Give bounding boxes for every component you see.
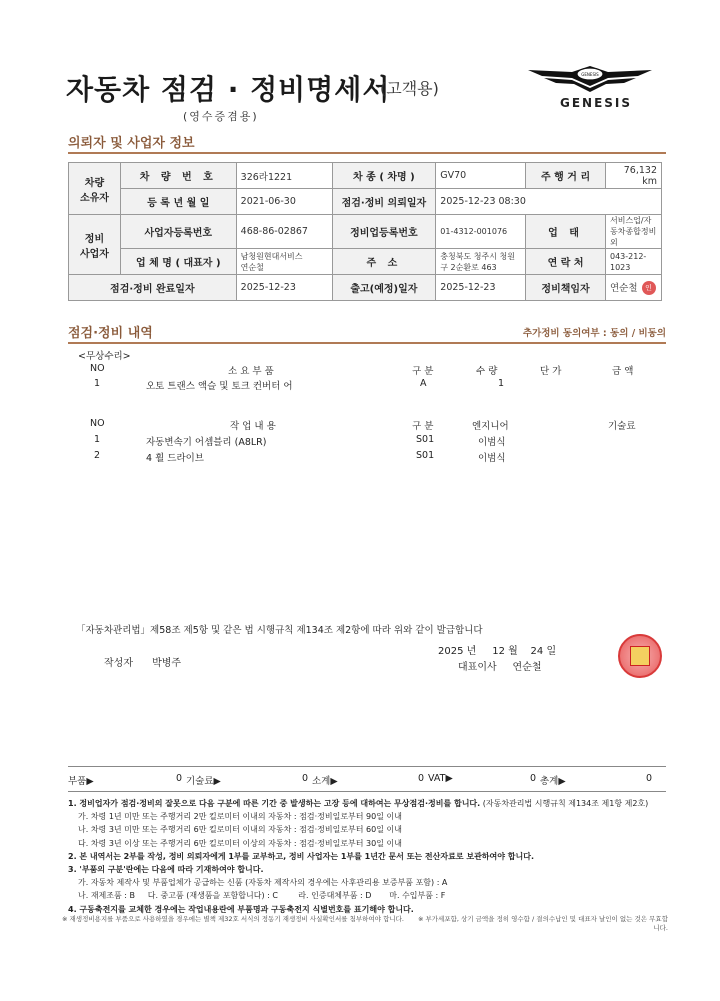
- work-header-name: 작 업 내 용: [230, 421, 276, 432]
- work-header-no: NO: [90, 418, 105, 429]
- parts-header-no: NO: [90, 363, 105, 374]
- complete-date-value: 2025-12-23: [236, 275, 332, 301]
- receipt-label: (영수증겸용): [183, 110, 259, 123]
- parts-header-price: 단 가: [540, 366, 562, 377]
- parts-header-type: 구 분: [412, 366, 434, 377]
- mileage-label: 주 행 거 리: [526, 163, 606, 189]
- manager-value: 연순철 인: [605, 275, 661, 301]
- work-header-type: 구 분: [412, 421, 434, 432]
- note-1a: 가. 차령 1년 미만 또는 주행거리 2만 킬로미터 이내의 자동차 : 점검·정비일로부터 90일 이내: [78, 812, 402, 822]
- footnote-left: ※ 재생정비용지를 부품으로 사용하였을 경우에는 별책 제32호 서식의 정동기 재생정비 사실확인서를 첨부하여야 합니다.: [62, 915, 404, 923]
- note-1: 1. 정비업자가 점검·정비의 잘못으로 다음 구분에 따른 기간 중 발생하는 고장 등에 대하여는 무상점검·정비를 합니다. (자동차관리법 시행규칙 제134조 제1항 제2호): [68, 799, 649, 808]
- biz-type-value: 서비스업/자동차종합정비외: [605, 215, 661, 249]
- model-value: GV70: [436, 163, 526, 189]
- plate-value: 326라1221: [236, 163, 332, 189]
- model-label: 차 종 ( 차명 ): [332, 163, 436, 189]
- section-divider: [68, 152, 666, 154]
- address-value: 충청북도 청주시 청원구 2순환로 463: [436, 249, 526, 275]
- section-title-work-details: 점검·정비 내역: [68, 326, 153, 341]
- totals-divider: [68, 766, 666, 767]
- info-table: [68, 162, 662, 301]
- work-engineer: 이범식: [478, 453, 506, 464]
- table-row: [68, 434, 666, 448]
- issue-date: 2025 년 12 월 24 일: [438, 646, 557, 657]
- document-title-sub: (고객용): [380, 79, 439, 98]
- biz-type-label: 업 태: [526, 215, 606, 249]
- grand-total-label: 총계▶: [540, 776, 566, 787]
- work-header-engineer: 엔지니어: [472, 421, 509, 432]
- parts-type: A: [420, 378, 427, 389]
- work-no: 2: [94, 450, 101, 461]
- release-date-label: 출고(예정)일자: [332, 275, 436, 301]
- writer: 작성자 박병주: [104, 658, 182, 669]
- note-4: 4. 구동축전지를 교체한 경우에는 작업내용란에 부품명과 구동축전지 식별번호를 표기해야 합니다.: [68, 904, 414, 914]
- svg-text:GENESIS: GENESIS: [581, 72, 599, 77]
- table-row: [69, 189, 662, 215]
- request-date-label: 점검·정비 의뢰일자: [332, 189, 436, 215]
- subtotal-value: 0: [418, 773, 425, 784]
- contact-value: 043-212-1023: [605, 249, 661, 275]
- biz-no-label: 사업자등록번호: [120, 215, 236, 249]
- parts-header-name: 소 요 부 품: [228, 366, 274, 377]
- work-engineer: 이범식: [478, 437, 506, 448]
- legal-statement: 「자동차관리법」제58조 제5항 및 같은 법 시행규칙 제134조 제2항에 따라 위와 같이 발급합니다: [76, 625, 483, 636]
- table-row: [69, 163, 662, 189]
- reg-date-label: 등 록 년 월 일: [120, 189, 236, 215]
- table-row: [69, 215, 662, 249]
- company-value: 남청원현대서비스 연순철: [236, 249, 332, 275]
- subtotal-label: 소계▶: [312, 776, 338, 787]
- mileage-value: 76,132 km: [605, 163, 661, 189]
- vat-value: 0: [530, 773, 537, 784]
- manager-label: 정비책임자: [526, 275, 606, 301]
- table-row: [69, 249, 662, 275]
- parts-name: 오토 트랜스 액슬 및 토크 컨버터 어: [146, 381, 293, 392]
- totals-divider: [68, 791, 666, 792]
- notes: [68, 797, 666, 916]
- address-label: 주 소: [332, 249, 436, 275]
- biz-no-value: 468-86-02867: [236, 215, 332, 249]
- note-1b: 나. 차령 3년 미만 또는 주행거리 6만 킬로미터 이내의 자동차 : 점검·정비일로부터 60일 이내: [78, 825, 402, 835]
- ceo: 대표이사 연순철: [458, 662, 542, 673]
- work-type: S01: [416, 450, 435, 461]
- note-1c: 다. 차령 3년 이상 또는 주행거리 6만 킬로미터 이상의 자동차 : 점검·정비일로부터 30일 이내: [78, 838, 402, 848]
- table-row: [68, 450, 666, 464]
- parts-total-value: 0: [176, 773, 183, 784]
- totals-row: [68, 773, 666, 787]
- request-date-value: 2025-12-23 08:30: [436, 189, 662, 215]
- complete-date-label: 점검·정비 완료일자: [69, 275, 237, 301]
- company-label: 업 체 명 ( 대표자 ): [120, 249, 236, 275]
- grand-total-value: 0: [646, 773, 653, 784]
- work-no: 1: [94, 434, 101, 445]
- document-title: 자동차 점검 · 정비명세서: [66, 73, 391, 106]
- parts-group-label: <무상수리>: [78, 351, 131, 362]
- vat-label: VAT▶: [428, 773, 453, 784]
- repair-reg-value: 01-4312-001076: [436, 215, 526, 249]
- parts-qty: 1: [498, 378, 505, 389]
- shop-label: 정비 사업자: [69, 215, 121, 275]
- labor-total-value: 0: [302, 773, 309, 784]
- plate-label: 차 량 번 호: [120, 163, 236, 189]
- work-name: 4 휠 드라이브: [146, 453, 204, 464]
- contact-label: 연 락 처: [526, 249, 606, 275]
- note-3: 3. '부품의 구분'란에는 다음에 따라 기재하여야 합니다.: [68, 865, 264, 875]
- work-type: S01: [416, 434, 435, 445]
- brand-name: GENESIS: [560, 96, 633, 110]
- note-2: 2. 본 내역서는 2부를 작성, 정비 의뢰자에게 1부를 교부하고, 정비 사업자는 1부를 1년간 문서 또는 전산자료로 보관하여야 합니다.: [68, 851, 535, 861]
- parts-header-qty: 수 량: [476, 366, 498, 377]
- work-name: 자동변속기 어셈블리 (A8LR): [146, 437, 267, 448]
- section-title-client-info: 의뢰자 및 사업자 정보: [68, 136, 195, 151]
- work-header-fee: 기술료: [608, 421, 636, 432]
- table-row: [69, 275, 662, 301]
- section-divider: [68, 342, 666, 344]
- additional-consent: 추가정비 동의여부 : 동의 / 비동의: [522, 328, 666, 339]
- note-3b: 나. 재제조품 : B 다. 중고품 (재생품을 포함합니다) : C 라. 인증대체부품 : D 마. 수입부품 : F: [78, 891, 446, 901]
- parts-header-amount: 금 액: [612, 366, 634, 377]
- labor-total-label: 기술료▶: [186, 776, 221, 787]
- reg-date-value: 2021-06-30: [236, 189, 332, 215]
- owner-label: 차량 소유자: [69, 163, 121, 215]
- note-3a: 가. 자동차 제작사 및 부품업체가 공급하는 신품 (자동차 제작사의 경우에는 사후관리용 보증부품 포함) : A: [78, 878, 448, 888]
- repair-reg-label: 정비업등록번호: [332, 215, 436, 249]
- parts-total-label: 부품▶: [68, 776, 94, 787]
- company-seal-icon: [618, 634, 662, 678]
- release-date-value: 2025-12-23: [436, 275, 526, 301]
- footnote-right: ※ 부가세포함, 상기 금액을 정히 영수함 / 결의수납인 및 대표자 날인이 없는 것은 무효합니다.: [417, 915, 668, 932]
- manager-seal-icon: 인: [642, 281, 656, 295]
- parts-no: 1: [94, 378, 101, 389]
